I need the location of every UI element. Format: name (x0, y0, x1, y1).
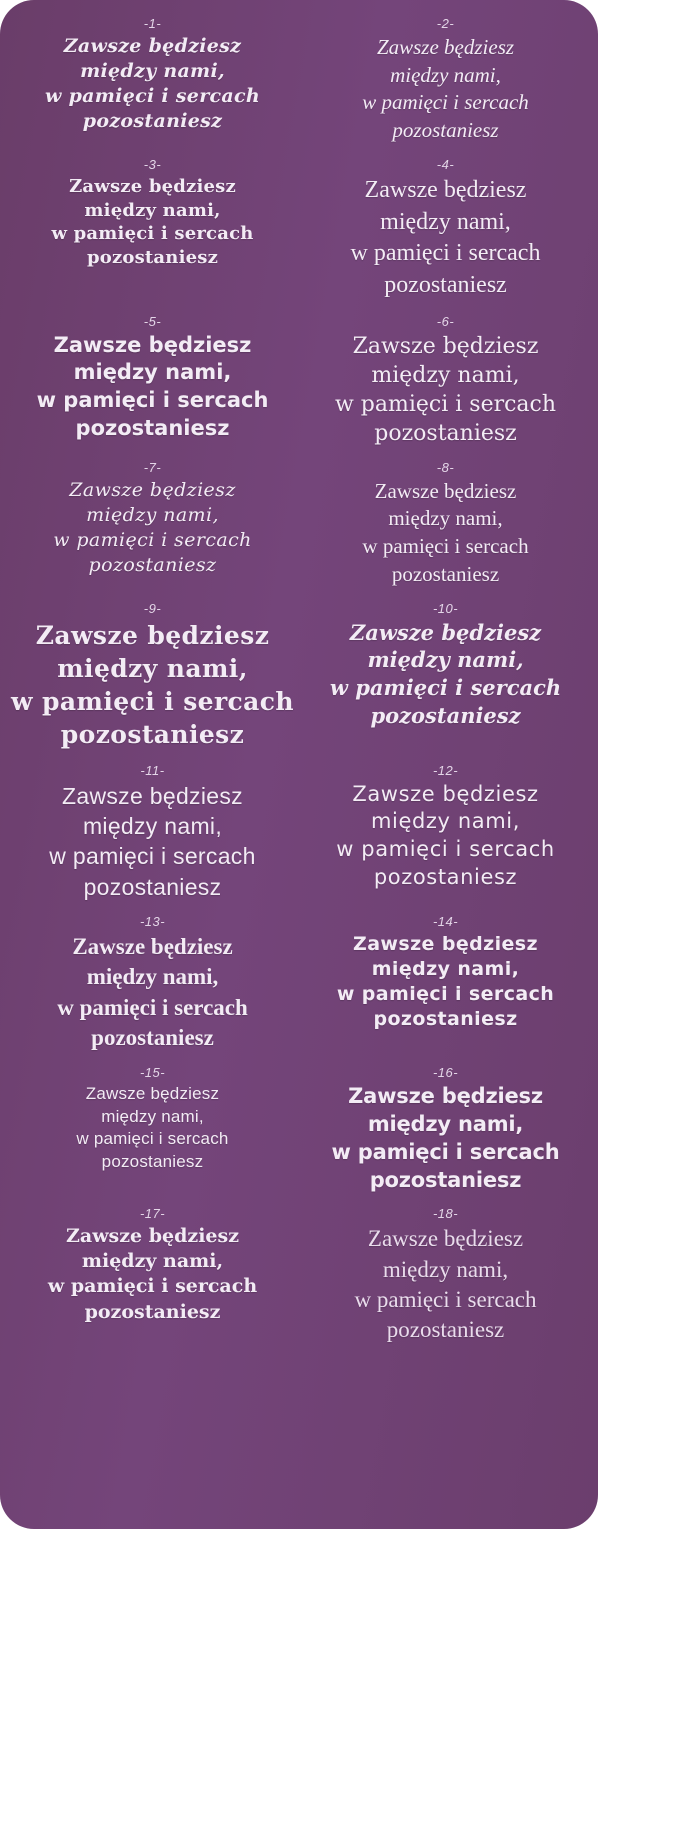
sample-text (303, 932, 588, 1032)
sample-number: -7- (143, 459, 162, 475)
sample-line: w pamięci i sercach (76, 1129, 229, 1149)
sample-line: Zawsze będziesz (63, 35, 242, 57)
sample-number: -6- (436, 313, 455, 329)
sample-line: między nami, (388, 506, 503, 531)
sample-text (10, 175, 295, 270)
sample-line: między nami, (86, 503, 219, 526)
sample-line: pozostaniesz (386, 1317, 505, 1343)
sample-line: Zawsze będziesz (367, 1226, 524, 1252)
sample-line: Zawsze będziesz (349, 619, 542, 645)
sample-number: -12- (432, 762, 459, 778)
sample-text (303, 34, 588, 145)
sample-line: pozostaniesz (82, 110, 223, 133)
sample-text (10, 478, 295, 578)
sample-text (10, 781, 295, 902)
font-sample-13 (6, 912, 299, 1063)
font-sample-11 (6, 761, 299, 912)
sample-line: pozostaniesz (373, 1008, 518, 1031)
sample-line: w pamięci i sercach (334, 391, 557, 417)
font-sample-2 (299, 14, 592, 155)
sample-line: między nami, (101, 1106, 204, 1126)
sample-line: pozostaniesz (101, 1151, 204, 1171)
sample-number: -16- (432, 1065, 459, 1081)
sample-line: między nami, (367, 647, 524, 673)
sample-line: Zawsze będziesz (352, 781, 539, 806)
sample-number: -1- (143, 16, 162, 31)
sample-number: -4- (436, 156, 455, 172)
sample-line: w pamięci i sercach (336, 837, 555, 861)
sample-line: między nami, (382, 1256, 509, 1282)
sample-number: -10- (432, 600, 459, 616)
font-sample-15 (6, 1063, 299, 1204)
font-sample-8 (299, 458, 592, 599)
sample-text (303, 1083, 588, 1194)
sample-line: Zawsze będziesz (353, 933, 538, 955)
sample-line: w pamięci i sercach (354, 1287, 537, 1313)
sample-line: między nami, (390, 62, 501, 87)
sample-line: w pamięci i sercach (350, 240, 541, 267)
sample-line: w pamięci i sercach (45, 85, 260, 108)
font-sample-5 (6, 312, 299, 458)
font-sample-1 (6, 14, 299, 155)
sample-text (10, 34, 295, 134)
sample-text (303, 332, 588, 448)
font-sample-16 (299, 1063, 592, 1204)
sample-line: Zawsze będziesz (85, 1084, 220, 1104)
sample-text (10, 1224, 295, 1324)
sample-line: pozostaniesz (392, 118, 499, 143)
font-sample-17 (6, 1204, 299, 1355)
sample-line: pozostaniesz (391, 561, 500, 586)
sample-line: między nami, (84, 199, 221, 221)
sample-line: pozostaniesz (75, 415, 230, 440)
sample-line: pozostaniesz (60, 719, 245, 749)
sample-line: między nami, (82, 812, 223, 839)
font-sample-18 (299, 1204, 592, 1355)
sample-number: -13- (139, 914, 166, 929)
sample-number: -18- (432, 1206, 459, 1222)
font-sample-10 (299, 599, 592, 761)
sample-line: w pamięci i sercach (53, 528, 252, 551)
sample-line: w pamięci i sercach (331, 1139, 560, 1164)
sample-line: w pamięci i sercach (336, 983, 555, 1006)
sample-line: pozostaniesz (83, 873, 222, 900)
sample-line: między nami, (371, 958, 520, 981)
sample-line: między nami, (80, 60, 225, 83)
sample-line: Zawsze będziesz (364, 176, 527, 203)
sample-text (10, 932, 295, 1053)
sample-line: między nami, (371, 362, 520, 388)
sample-line: pozostaniesz (86, 247, 219, 269)
sample-text (303, 781, 588, 892)
sample-line: Zawsze będziesz (376, 35, 515, 59)
sample-text (10, 1083, 295, 1173)
font-sample-7 (6, 458, 299, 599)
sample-line: Zawsze będziesz (348, 1084, 543, 1109)
sample-line: między nami, (86, 964, 219, 990)
sample-line: Zawsze będziesz (72, 934, 233, 959)
sample-number: -17- (139, 1206, 166, 1222)
sample-text (10, 332, 295, 443)
font-sample-4 (299, 155, 592, 312)
sample-line: pozostaniesz (384, 271, 507, 298)
sample-number: -2- (436, 16, 455, 31)
font-sample-14 (299, 912, 592, 1063)
sample-line: Zawsze będziesz (35, 620, 270, 650)
sample-text (10, 619, 295, 751)
sample-line: pozostaniesz (91, 1025, 214, 1051)
sample-text (303, 478, 588, 589)
sample-line: pozostaniesz (84, 1300, 221, 1323)
sample-line: pozostaniesz (373, 864, 518, 889)
sample-line: w pamięci i sercach (57, 994, 248, 1020)
sample-line: pozostaniesz (374, 420, 517, 446)
sample-line: Zawsze będziesz (352, 333, 539, 359)
sample-line: Zawsze będziesz (374, 478, 517, 503)
sample-line: pozostaniesz (369, 1167, 522, 1192)
sample-line: w pamięci i sercach (11, 686, 294, 716)
font-sample-6 (299, 312, 592, 458)
sample-line: pozostaniesz (88, 553, 217, 576)
sample-number: -8- (436, 459, 455, 475)
sample-line: w pamięci i sercach (49, 843, 256, 870)
sample-line: w pamięci i sercach (362, 534, 529, 559)
sample-line: Zawsze będziesz (69, 478, 236, 501)
sample-number: -9- (143, 600, 162, 616)
sample-line: między nami, (380, 208, 511, 235)
sample-line: Zawsze będziesz (53, 332, 252, 357)
sample-line: w pamięci i sercach (51, 223, 254, 245)
sample-line: Zawsze będziesz (69, 175, 236, 197)
sample-line: Zawsze będziesz (62, 782, 243, 809)
sample-line: w pamięci i sercach (329, 675, 562, 700)
sample-line: pozostaniesz (370, 702, 521, 728)
sample-text (303, 175, 588, 302)
sample-number: -11- (140, 762, 165, 778)
font-sample-9 (6, 599, 299, 761)
sample-number: -14- (432, 914, 459, 929)
sample-number: -3- (143, 156, 162, 172)
sample-line: między nami, (73, 360, 232, 385)
sample-text (303, 619, 588, 730)
sample-line: w pamięci i sercach (36, 388, 269, 412)
sample-number: -15- (139, 1065, 166, 1081)
sample-line: Zawsze będziesz (66, 1225, 239, 1248)
sample-text (303, 1224, 588, 1345)
sample-line: w pamięci i sercach (362, 90, 529, 115)
sample-line: między nami, (57, 653, 248, 683)
sample-line: między nami, (367, 1112, 524, 1137)
sample-line: między nami, (81, 1250, 224, 1273)
sample-number: -5- (143, 313, 162, 329)
sample-line: w pamięci i sercach (47, 1275, 258, 1298)
font-sample-3 (6, 155, 299, 312)
sample-line: między nami, (370, 809, 520, 834)
font-sample-12 (299, 761, 592, 912)
